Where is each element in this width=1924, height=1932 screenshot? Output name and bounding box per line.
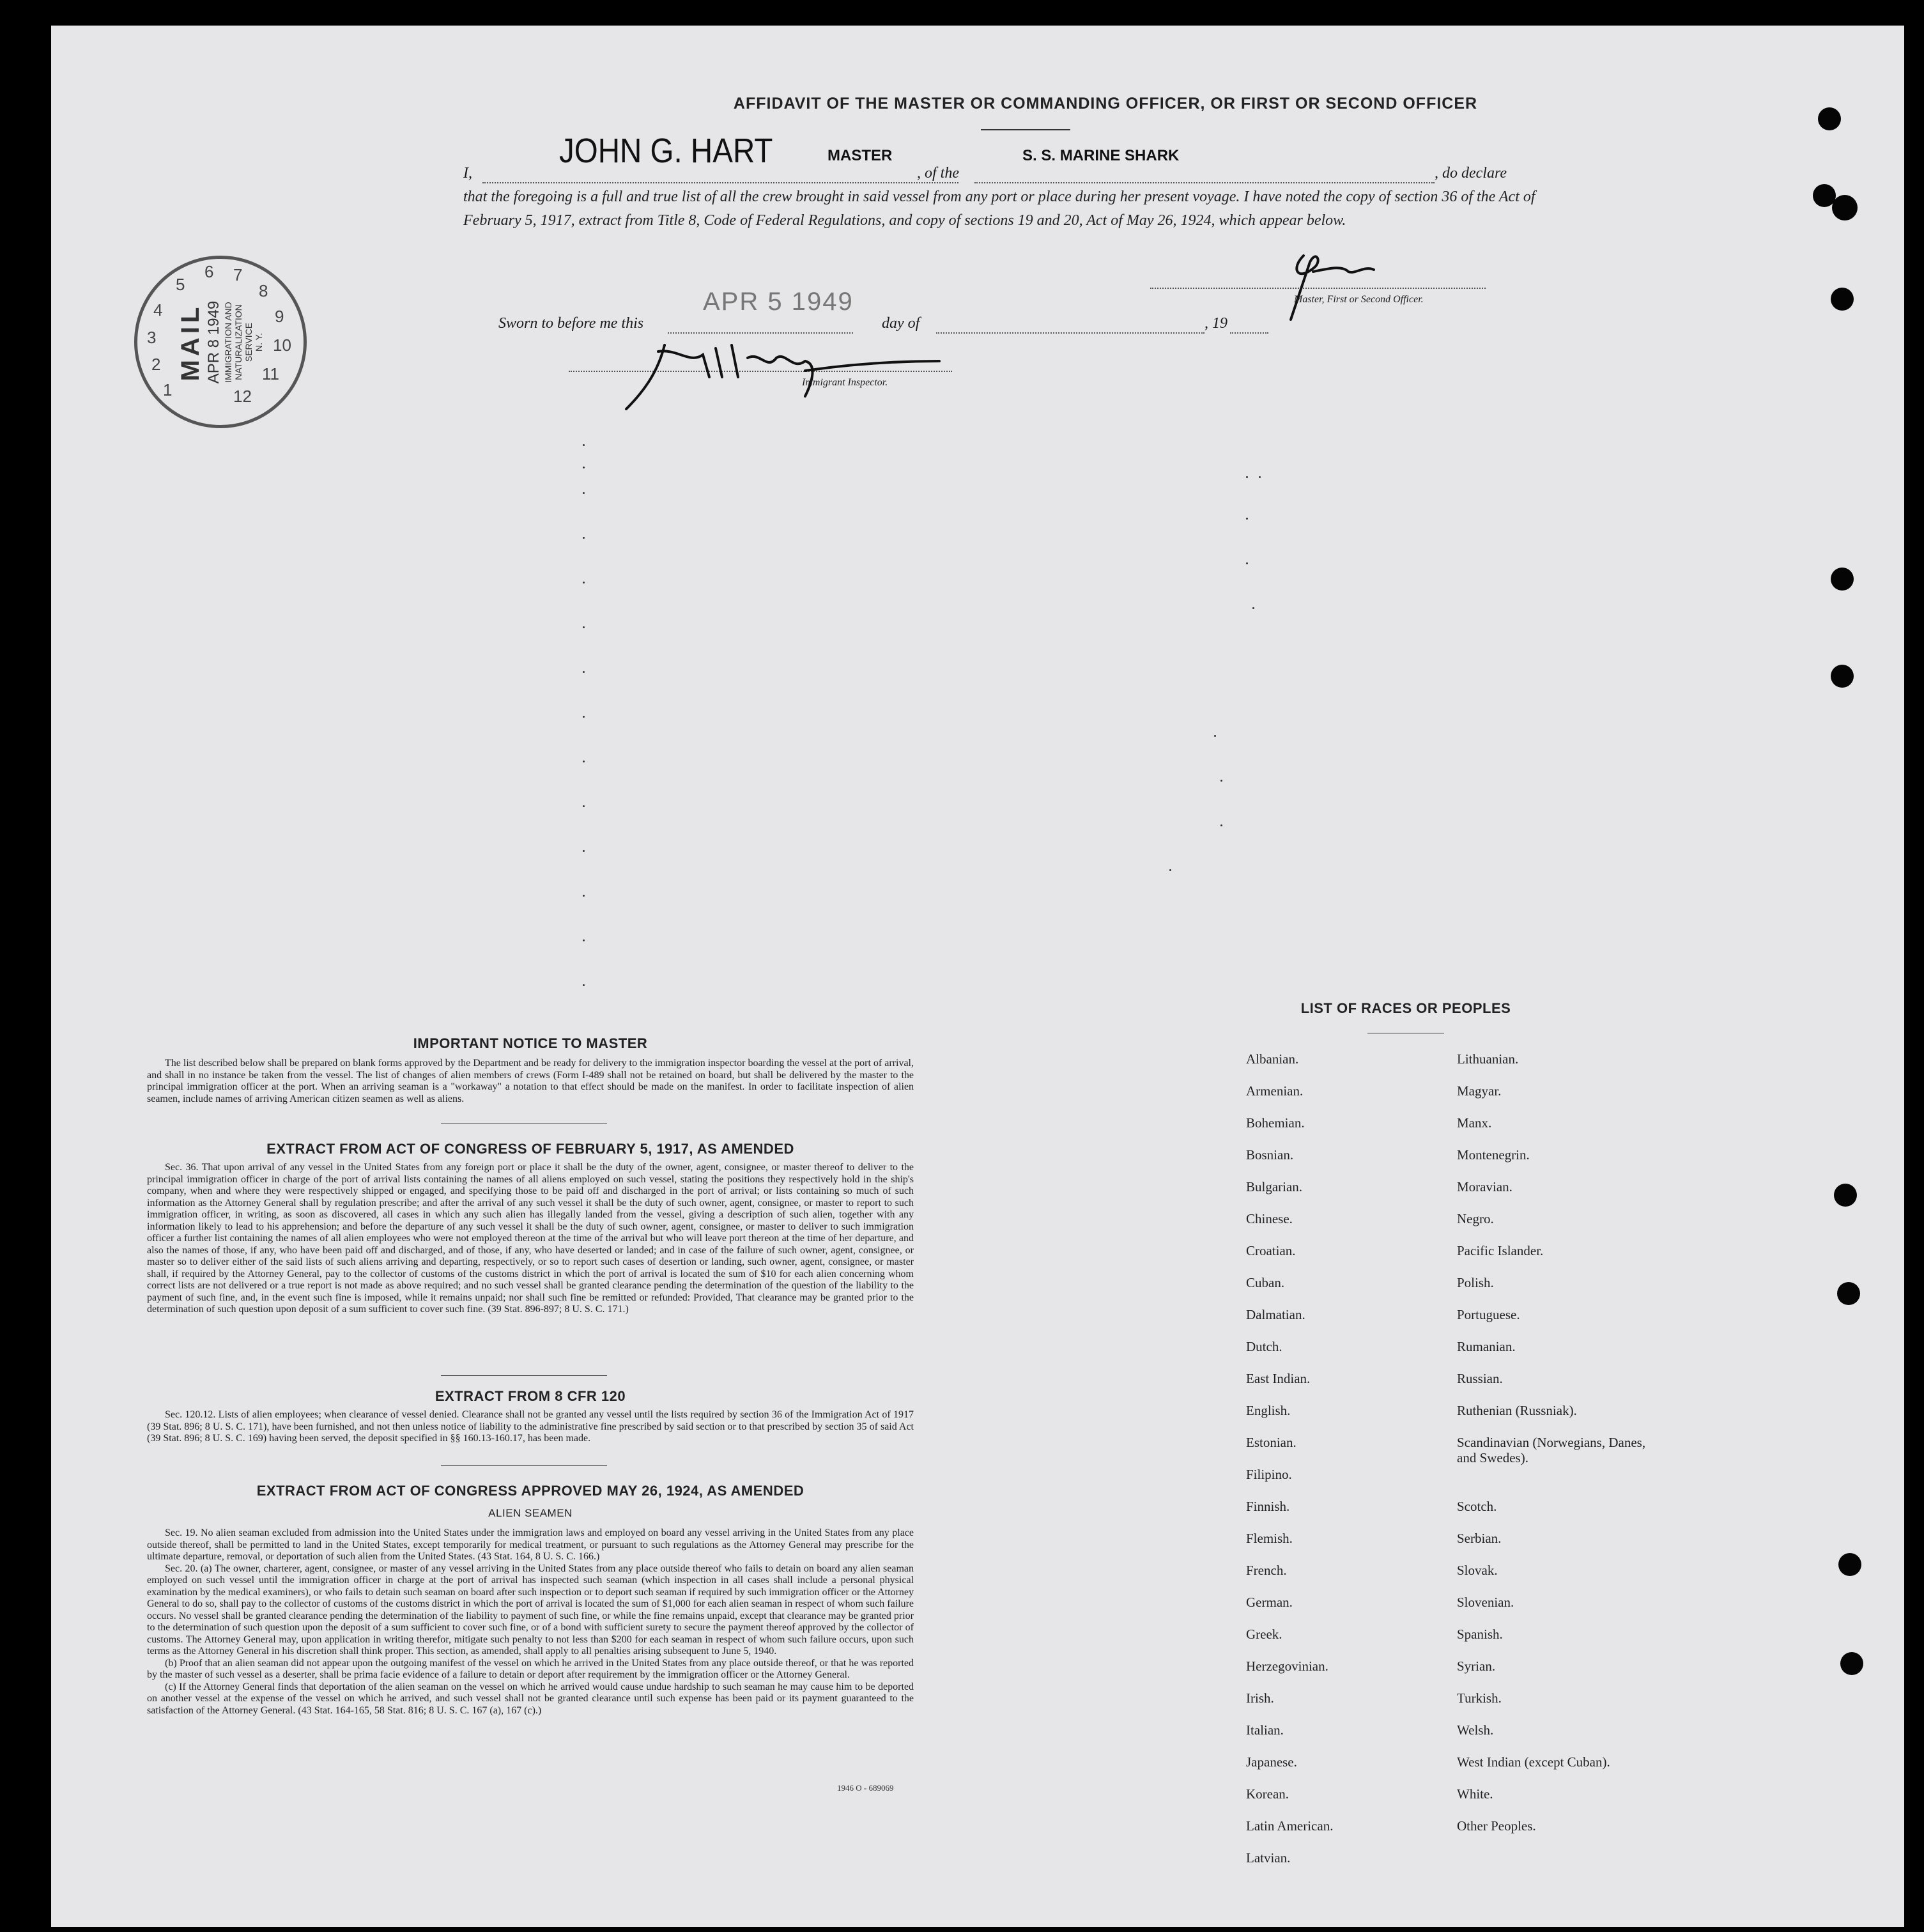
stamp-num: 11 <box>262 364 279 383</box>
race-item: Chinese. <box>1246 1211 1293 1226</box>
speck <box>1246 518 1248 520</box>
speck <box>583 444 585 446</box>
of-the-label: , of the <box>917 165 959 182</box>
sworn-year-prefix: , 19 <box>1204 315 1228 332</box>
sworn-prefix: Sworn to before me this <box>498 315 644 332</box>
master-signature <box>1252 236 1393 326</box>
speck <box>583 716 585 718</box>
speck <box>1220 780 1222 782</box>
race-item: Spanish. <box>1457 1627 1503 1642</box>
race-item: Moravian. <box>1457 1179 1512 1194</box>
race-item: Bulgarian. <box>1246 1179 1303 1194</box>
punch-hole-10 <box>1840 1652 1863 1675</box>
race-item: Irish. <box>1246 1690 1274 1706</box>
race-item: German. <box>1246 1595 1293 1610</box>
stamp-num: 3 <box>147 328 157 347</box>
punch-hole-8 <box>1837 1282 1860 1305</box>
document-page <box>51 26 1904 1927</box>
speck <box>583 626 585 628</box>
notice-heading: IMPORTANT NOTICE TO MASTER <box>413 1035 648 1051</box>
stamp-num: 2 <box>151 355 161 374</box>
extract-1924-paragraph: Sec. 19. No alien seaman excluded from admission into the United States under the immigration laws and employed on board any vessel arriving in the United States from any place outside thereof, shall be permitted to land in the United States, except temporarily for medical treatment, or pursuant to such regulations as the Attorney General may prescribe for the ultimate departure, removal, or deportation of such alien from the United States. (43 Stat. 164, 8 U. S. C. 166.) <box>147 1527 914 1562</box>
race-item: Herzegovinian. <box>1246 1658 1328 1674</box>
race-item: Italian. <box>1246 1722 1284 1738</box>
stamp-line: SERVICE <box>243 322 254 362</box>
race-item: Polish. <box>1457 1275 1494 1290</box>
race-item: Filipino. <box>1246 1467 1292 1482</box>
race-item: Magyar. <box>1457 1083 1502 1099</box>
race-item <box>1457 1850 1668 1882</box>
extract-1917-divider <box>441 1375 607 1376</box>
race-item: Slovenian. <box>1457 1595 1514 1610</box>
speck <box>583 492 585 494</box>
stamp-num: 7 <box>233 265 243 284</box>
print-code: 1946 O - 689069 <box>837 1783 894 1793</box>
extract-1924-text <box>147 1527 914 1717</box>
stamp-num: 5 <box>176 275 185 294</box>
vessel-name: S. S. MARINE SHARK <box>1022 147 1180 164</box>
notice-paragraph: The list described below shall be prepared on blank forms approved by the Department and be ready for delivery to the immigration inspector boarding the vessel at the port of arrival, and shall in no instance be taken from the vessel. The list of changes of alien members of crews (Form I-489 shall not be retained on board, but shall be delivered by the master to the principal immigration officer at the port. When an arriving seaman is a "workaway" a notation to that effect should be made on the manifest. In order to facilitate inspection of alien seamen, include names of arriving American citizen seamen as well as aliens. <box>147 1058 914 1104</box>
race-item: Serbian. <box>1457 1531 1502 1546</box>
speck <box>1259 476 1261 478</box>
races-column-2 <box>1457 1051 1668 1882</box>
extract-1917-text <box>147 1162 914 1316</box>
race-item: Turkish. <box>1457 1690 1502 1706</box>
extract-cfr-text <box>147 1409 914 1445</box>
race-item: Dutch. <box>1246 1339 1282 1354</box>
inspector-signature <box>594 326 952 415</box>
stamp-line: NATURALIZATION <box>233 304 244 380</box>
extract-1917-paragraph: Sec. 36. That upon arrival of any vessel in the United States from any foreign port or place it shall be the duty of the owner, agent, consignee, or master thereof to deliver to the principal immigration officer in charge of the port of arrival lists containing the names of all aliens employed on such vessel, stating the positions they respectively hold in the ship's company, when and where they were respectively shipped or engaged, and specifying those to be paid off and discharged in the port of arrival; or lists containing so much of such information as the Attorney General shall by regulation prescribe; and after the arrival of any such vessel it shall be the duty of such owner, agent, consignee, or master to report to such immigration officer, in writing, as soon as discovered, all cases in which any such alien has illegally landed from the vessel, giving a description of such alien, together with any information likely to lead to his apprehension; and before the departure of any such vessel it shall be the duty of such owner, agent, consignee, or master to deliver to such immigration officer a further list containing the names of all alien employees who were not employed thereon at the time of the arrival but who will leave port thereon at the time of her departure, and also the names of those, if any, who have been paid off and discharged, and of those, if any, who have deserted or landed; and in case of the failure of such owner, agent, consignee, or master so to deliver either of the said lists of such aliens arriving and departing, respectively, or so to report such cases of desertion or landing, such owner, agent, consignee, or master shall, if required by the Attorney General, pay to the collector of customs of the customs district in which the port of arrival is located the sum of $10 for each alien concerning whom correct lists are not delivered or a true report is not made as above required; and no such vessel shall be granted clearance pending the determination of the question of the liability to the payment of such fine, and, in the event such fine is imposed, while it remains unpaid; nor shall such fine be remitted or refunded: Provided, That clearance may be granted prior to the determination of such question upon deposit of a sum sufficient to cover such fine. (39 Stat. 896-897; 8 U. S. C. 171.) <box>147 1162 914 1315</box>
stamp-mail-text: MAIL <box>176 303 205 381</box>
mail-stamp <box>134 256 307 428</box>
race-item: French. <box>1246 1563 1287 1578</box>
speck <box>1214 735 1216 737</box>
punch-hole-7 <box>1834 1184 1857 1207</box>
speck <box>583 467 585 468</box>
race-item: Bosnian. <box>1246 1147 1294 1163</box>
race-item: Scandinavian (Norwegians, Danes, and Swedes). <box>1457 1435 1646 1465</box>
speck <box>583 850 585 852</box>
stamp-num: 1 <box>163 380 173 399</box>
race-item: Dalmatian. <box>1246 1307 1305 1322</box>
speck <box>583 895 585 897</box>
race-item: Latin American. <box>1246 1818 1334 1834</box>
stamp-line: IMMIGRATION AND <box>223 301 234 383</box>
extract-1924-paragraph: Sec. 20. (a) The owner, charterer, agent, consignee, or master of any vessel arriving in the United States from any place outside thereof who fails to detain on board any alien seaman employed on such vessel until the immigration officer in charge at the port of arrival has inspected such seaman (which inspection in all cases shall include a personal physical examination by the medical examiners), or who fails to detain such seaman on board after such inspection or to deport such seaman if required by such immigration officer or the Attorney General to do so, shall pay to the collector of customs of the customs district in which the port of arrival is located the sum of $1,000 for each alien seaman in respect of whom such failure occurs. No vessel shall be granted clearance pending the determination of the liability to payment of such fine, or while the fine remains unpaid, except that clearance may be granted prior to the determination of such question upon the deposit of a sum sufficient to cover such fine, or of a bond with sufficient surety to secure the payment thereof approved by the collector of customs. The Attorney General may, upon application in writing therefor, mitigate such penalty to not less than $200 for each seaman in respect of whom such failure occurs, upon such terms as the Attorney General in his discretion shall think proper. This section, as amended, shall apply to all penalties arising subsequent to June 5, 1940. <box>147 1563 914 1657</box>
stamp-line: N. Y. <box>254 332 265 352</box>
sworn-date-stamp: APR 5 1949 <box>703 288 854 316</box>
punch-hole-6 <box>1831 665 1854 688</box>
speck <box>1246 562 1248 564</box>
race-item: Slovak. <box>1457 1563 1498 1578</box>
race-item: Welsh. <box>1457 1722 1494 1738</box>
race-item: East Indian. <box>1246 1371 1311 1386</box>
race-item: West Indian (except Cuban). <box>1457 1754 1610 1770</box>
race-item: Cuban. <box>1246 1275 1285 1290</box>
speck <box>583 537 585 539</box>
race-item: Portuguese. <box>1457 1307 1520 1322</box>
stamp-num: 10 <box>273 336 291 355</box>
extract-1924-heading: EXTRACT FROM ACT OF CONGRESS APPROVED MAY 26, 1924, AS AMENDED <box>256 1483 804 1499</box>
race-item: Lithuanian. <box>1457 1051 1519 1067</box>
notice-text <box>147 1058 914 1105</box>
extract-cfr-paragraph: Sec. 120.12. Lists of alien employees; when clearance of vessel denied. Clearance shall not be granted any vessel until the lists required by section 36 of the Immigration Act of 1917 (39 Stat. 896; 8 U. S. C. 171), have been furnished, and not then unless notice of liability to the administrative fine prescribed by said section or to that prescribed by section 35 of said Act (39 Stat. 896; 8 U. S. C. 169) having been served, the deposit specified in §§ 160.13-160.17, has been made. <box>147 1409 914 1444</box>
race-item: Manx. <box>1457 1115 1492 1131</box>
punch-hole-4 <box>1831 288 1854 311</box>
stamp-date: APR 8 1949 <box>205 300 223 383</box>
master-signature-caption: Master, First or Second Officer. <box>1294 294 1424 305</box>
speck <box>1169 869 1171 871</box>
races-column-1 <box>1246 1051 1438 1882</box>
extract-1924-subheading: ALIEN SEAMEN <box>488 1507 573 1519</box>
speck <box>583 761 585 762</box>
vessel-blank <box>974 182 1435 183</box>
inspector-caption: Immigrant Inspector. <box>802 377 888 388</box>
extract-1924-paragraph: (b) Proof that an alien seaman did not appear upon the outgoing manifest of the vessel on which he arrived in the United States from any place outside thereof, or that he was reported by the master of such vessel as a deserter, shall be prima facie evidence of a failure to detain or deport after requirement by the immigration officer or the Attorney General. <box>147 1657 914 1680</box>
race-item: Latvian. <box>1246 1850 1291 1866</box>
speck <box>583 671 585 673</box>
punch-hole-5 <box>1831 568 1854 591</box>
race-item: Russian. <box>1457 1371 1503 1386</box>
races-heading: LIST OF RACES OR PEOPLES <box>1300 1000 1511 1016</box>
speck <box>583 939 585 941</box>
speck <box>583 582 585 583</box>
punch-hole-1 <box>1818 107 1841 130</box>
punch-hole-3 <box>1832 195 1858 220</box>
extract-1924-paragraph: (c) If the Attorney General finds that deportation of the alien seaman on the vessel on which he arrived would cause undue hardship to such seaman he may cause him to be deported on another vessel at the expense of the vessel on which he arrived, and such vessel shall not be granted clearance until such expense has been paid or its payment guaranteed to the satisfaction of the Attorney General. (43 Stat. 164-165, 58 Stat. 816; 8 U. S. C. 167 (a), 167 (c).) <box>147 1681 914 1716</box>
speck <box>583 805 585 807</box>
stamp-num: 9 <box>275 307 284 326</box>
affidavit-title: AFFIDAVIT OF THE MASTER OR COMMANDING OFFICER, OR FIRST OR SECOND OFFICER <box>733 95 1478 112</box>
declaration-text: that the foregoing is a full and true list of all the crew brought in said vessel from any port or place during her present voyage. I have noted the copy of section 36 of the Act of February 5, 1917, extract from Title 8, Code of Federal Regulations, and copy of sections 19 and 20, Act of May 26, 1924, which appear below. <box>463 189 1535 229</box>
speck <box>583 984 585 986</box>
race-item <box>1457 1467 1668 1499</box>
stamp-num: 6 <box>204 262 214 281</box>
extract-cfr-divider <box>441 1465 607 1466</box>
stamp-center <box>176 300 264 383</box>
speck <box>1246 476 1248 478</box>
name-blank <box>482 182 958 183</box>
declaration-prefix: I, <box>463 165 472 182</box>
race-item: Scotch. <box>1457 1499 1497 1514</box>
race-item: Flemish. <box>1246 1531 1293 1546</box>
race-item: Albanian. <box>1246 1051 1299 1067</box>
race-item: Pacific Islander. <box>1457 1243 1544 1258</box>
extract-cfr-heading: EXTRACT FROM 8 CFR 120 <box>435 1388 626 1404</box>
stamp-num: 4 <box>153 300 163 320</box>
race-item: English. <box>1246 1403 1291 1418</box>
race-item: Bohemian. <box>1246 1115 1305 1131</box>
race-item: Montenegrin. <box>1457 1147 1530 1163</box>
do-declare-label: , do declare <box>1435 165 1507 182</box>
speck <box>1220 824 1222 826</box>
speck <box>1252 607 1254 609</box>
master-name: JOHN G. HART <box>559 132 773 170</box>
stamp-num: 8 <box>259 281 268 300</box>
stamp-num: 12 <box>233 387 252 406</box>
sworn-day-of: day of <box>882 315 920 332</box>
race-item: Negro. <box>1457 1211 1494 1226</box>
race-item: Estonian. <box>1246 1435 1297 1450</box>
race-item: Japanese. <box>1246 1754 1297 1770</box>
race-item: Other Peoples. <box>1457 1818 1536 1834</box>
race-item: Ruthenian (Russniak). <box>1457 1403 1577 1418</box>
punch-hole-9 <box>1838 1553 1861 1576</box>
sworn-year-blank <box>1230 332 1268 334</box>
race-item: Croatian. <box>1246 1243 1296 1258</box>
title-divider <box>981 129 1070 130</box>
master-rank: MASTER <box>827 147 893 164</box>
sworn-month-blank <box>936 332 1204 334</box>
race-item: Rumanian. <box>1457 1339 1516 1354</box>
race-item: Syrian. <box>1457 1658 1496 1674</box>
race-item: White. <box>1457 1786 1493 1802</box>
race-item: Finnish. <box>1246 1499 1290 1514</box>
extract-1917-heading: EXTRACT FROM ACT OF CONGRESS OF FEBRUARY 5, 1917, AS AMENDED <box>266 1141 794 1157</box>
race-item: Greek. <box>1246 1627 1282 1642</box>
race-item: Armenian. <box>1246 1083 1304 1099</box>
race-item: Korean. <box>1246 1786 1289 1802</box>
